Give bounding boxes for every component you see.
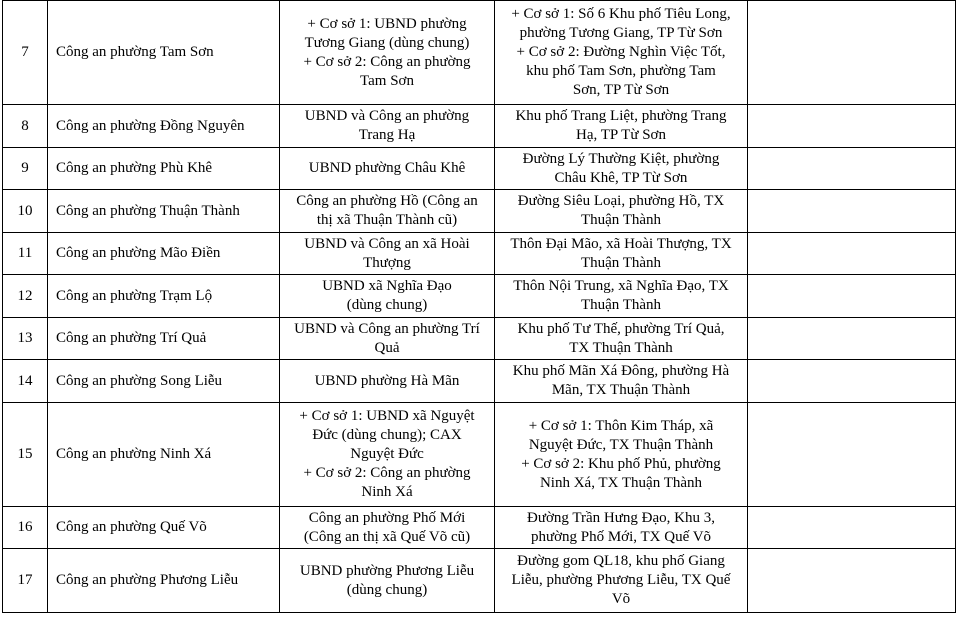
table-row	[3, 507, 956, 549]
workplace-line: UBND phường Châu Khê	[308, 160, 466, 176]
workplace-cell	[280, 105, 495, 148]
note-cell	[748, 105, 956, 148]
unit-name: Công an phường Song Liễu	[48, 360, 280, 403]
unit-name: Công an phường Thuận Thành	[48, 190, 280, 233]
row-number: 16	[3, 507, 48, 549]
workplace-cell	[280, 507, 495, 549]
unit-name: Công an phường Quế Võ	[48, 507, 280, 549]
address-line: phường Phố Mới, TX Quế Võ	[530, 528, 712, 545]
row-number: 15	[3, 403, 48, 507]
address-line: Thôn Đại Mão, xã Hoài Thượng, TX	[510, 235, 732, 252]
table-row	[3, 148, 956, 190]
workplace-line: UBND xã Nghĩa Đạo	[322, 278, 452, 294]
workplace-cell	[280, 549, 495, 613]
table-row	[3, 549, 956, 613]
unit-name: Công an phường Trí Quả	[48, 318, 280, 360]
workplace-line: UBND và Công an xã Hoài	[304, 235, 470, 252]
address-cell	[495, 190, 748, 233]
address-line: + Cơ sở 2: Đường Nghìn Việc Tốt,	[516, 44, 726, 60]
address-line: Khu phố Trang Liệt, phường Trang	[515, 108, 727, 124]
note-cell	[748, 318, 956, 360]
row-number: 14	[3, 360, 48, 403]
workplace-line: (dùng chung)	[346, 581, 428, 598]
table-row	[3, 1, 956, 105]
table-row	[3, 233, 956, 275]
note-cell	[748, 403, 956, 507]
table-row	[3, 275, 956, 318]
address-cell	[495, 275, 748, 318]
row-number: 17	[3, 549, 48, 613]
locations-table	[2, 0, 956, 613]
table-row	[3, 190, 956, 233]
workplace-line: Công an phường Phố Mới	[308, 509, 466, 526]
workplace-line: (dùng chung)	[346, 297, 428, 313]
address-line: Đường Siêu Loại, phường Hồ, TX	[517, 193, 725, 209]
note-cell	[748, 507, 956, 549]
unit-name: Công an phường Ninh Xá	[48, 403, 280, 507]
table-row	[3, 403, 956, 507]
address-line: + Cơ sở 2: Khu phố Phủ, phường	[521, 455, 721, 472]
unit-name: Công an phường Đồng Nguyên	[48, 105, 280, 148]
address-line: TX Thuận Thành	[569, 339, 673, 356]
address-cell	[495, 360, 748, 403]
address-cell	[495, 233, 748, 275]
table-row	[3, 105, 956, 148]
note-cell	[748, 275, 956, 318]
workplace-line: Công an phường Hồ (Công an	[296, 193, 478, 209]
note-cell	[748, 1, 956, 105]
address-line: Nguyệt Đức, TX Thuận Thành	[528, 436, 714, 453]
address-line: Thuận Thành	[580, 254, 662, 271]
address-line: khu phố Tam Sơn, phường Tam	[526, 63, 716, 79]
address-line: Mãn, TX Thuận Thành	[551, 382, 691, 398]
table-row	[3, 360, 956, 403]
workplace-line: + Cơ sở 2: Công an phường	[303, 53, 471, 70]
workplace-line: Trang Hạ	[358, 127, 416, 143]
address-line: Thôn Nội Trung, xã Nghĩa Đạo, TX	[513, 278, 729, 294]
address-line: Đường Trần Hưng Đạo, Khu 3,	[527, 509, 715, 526]
workplace-line: UBND phường Phương Liễu	[299, 562, 475, 579]
workplace-cell	[280, 275, 495, 318]
workplace-line: Nguyệt Đức	[350, 446, 424, 462]
workplace-cell	[280, 190, 495, 233]
workplace-line: UBND và Công an phường	[304, 108, 470, 124]
row-number: 11	[3, 233, 48, 275]
address-cell	[495, 1, 748, 105]
address-line: Sơn, TP Từ Sơn	[572, 82, 670, 98]
unit-name: Công an phường Phù Khê	[48, 148, 280, 190]
workplace-line: (Công an thị xã Quế Võ cũ)	[303, 528, 471, 545]
workplace-line: UBND và Công an phường Trí	[294, 320, 480, 337]
workplace-line: Ninh Xá	[361, 484, 413, 500]
row-number: 8	[3, 105, 48, 148]
address-line: Hạ, TP Từ Sơn	[576, 127, 666, 143]
address-line: + Cơ sở 1: Thôn Kim Tháp, xã	[528, 417, 714, 434]
workplace-cell	[280, 233, 495, 275]
workplace-line: Quả	[374, 339, 400, 356]
workplace-line: + Cơ sở 2: Công an phường	[303, 465, 471, 481]
workplace-line: + Cơ sở 1: UBND phường	[307, 15, 467, 32]
address-line: Châu Khê, TP Từ Sơn	[554, 169, 688, 186]
note-cell	[748, 233, 956, 275]
workplace-cell	[280, 403, 495, 507]
address-cell	[495, 403, 748, 507]
note-cell	[748, 360, 956, 403]
address-line: Khu phố Mãn Xá Đông, phường Hà	[512, 363, 730, 379]
workplace-line: thị xã Thuận Thành cũ)	[316, 212, 458, 228]
row-number: 7	[3, 1, 48, 105]
unit-name: Công an phường Phương Liễu	[48, 549, 280, 613]
address-line: + Cơ sở 1: Số 6 Khu phố Tiêu Long,	[511, 6, 731, 22]
address-cell	[495, 318, 748, 360]
address-cell	[495, 549, 748, 613]
address-cell	[495, 105, 748, 148]
address-line: Khu phố Tư Thế, phường Trí Quả,	[517, 320, 725, 337]
note-cell	[748, 148, 956, 190]
workplace-cell	[280, 1, 495, 105]
address-line: Ninh Xá, TX Thuận Thành	[539, 474, 703, 491]
table-row	[3, 318, 956, 360]
table-body	[3, 1, 956, 613]
address-line: phường Tương Giang, TP Từ Sơn	[519, 25, 723, 41]
address-line: Đường Lý Thường Kiệt, phường	[522, 150, 720, 167]
workplace-cell	[280, 148, 495, 190]
address-line: Thuận Thành	[580, 212, 662, 228]
workplace-cell	[280, 318, 495, 360]
workplace-line: Thượng	[363, 254, 411, 271]
row-number: 10	[3, 190, 48, 233]
workplace-line: Tương Giang (dùng chung)	[304, 34, 470, 51]
workplace-line: Đức (dùng chung); CAX	[312, 427, 462, 443]
unit-name: Công an phường Mão Điền	[48, 233, 280, 275]
address-line: Thuận Thành	[580, 297, 662, 313]
unit-name: Công an phường Trạm Lộ	[48, 275, 280, 318]
row-number: 13	[3, 318, 48, 360]
address-line: Đường gom QL18, khu phố Giang	[517, 553, 725, 569]
row-number: 12	[3, 275, 48, 318]
workplace-line: Tam Sơn	[360, 72, 414, 89]
note-cell	[748, 549, 956, 613]
address-cell	[495, 148, 748, 190]
address-line: Võ	[611, 591, 631, 607]
workplace-line: UBND phường Hà Mãn	[314, 372, 460, 389]
workplace-line: + Cơ sở 1: UBND xã Nguyệt	[299, 408, 475, 424]
unit-name: Công an phường Tam Sơn	[48, 1, 280, 105]
note-cell	[748, 190, 956, 233]
address-line: Liễu, phường Phương Liễu, TX Quế	[511, 572, 731, 588]
workplace-cell	[280, 360, 495, 403]
address-cell	[495, 507, 748, 549]
row-number: 9	[3, 148, 48, 190]
